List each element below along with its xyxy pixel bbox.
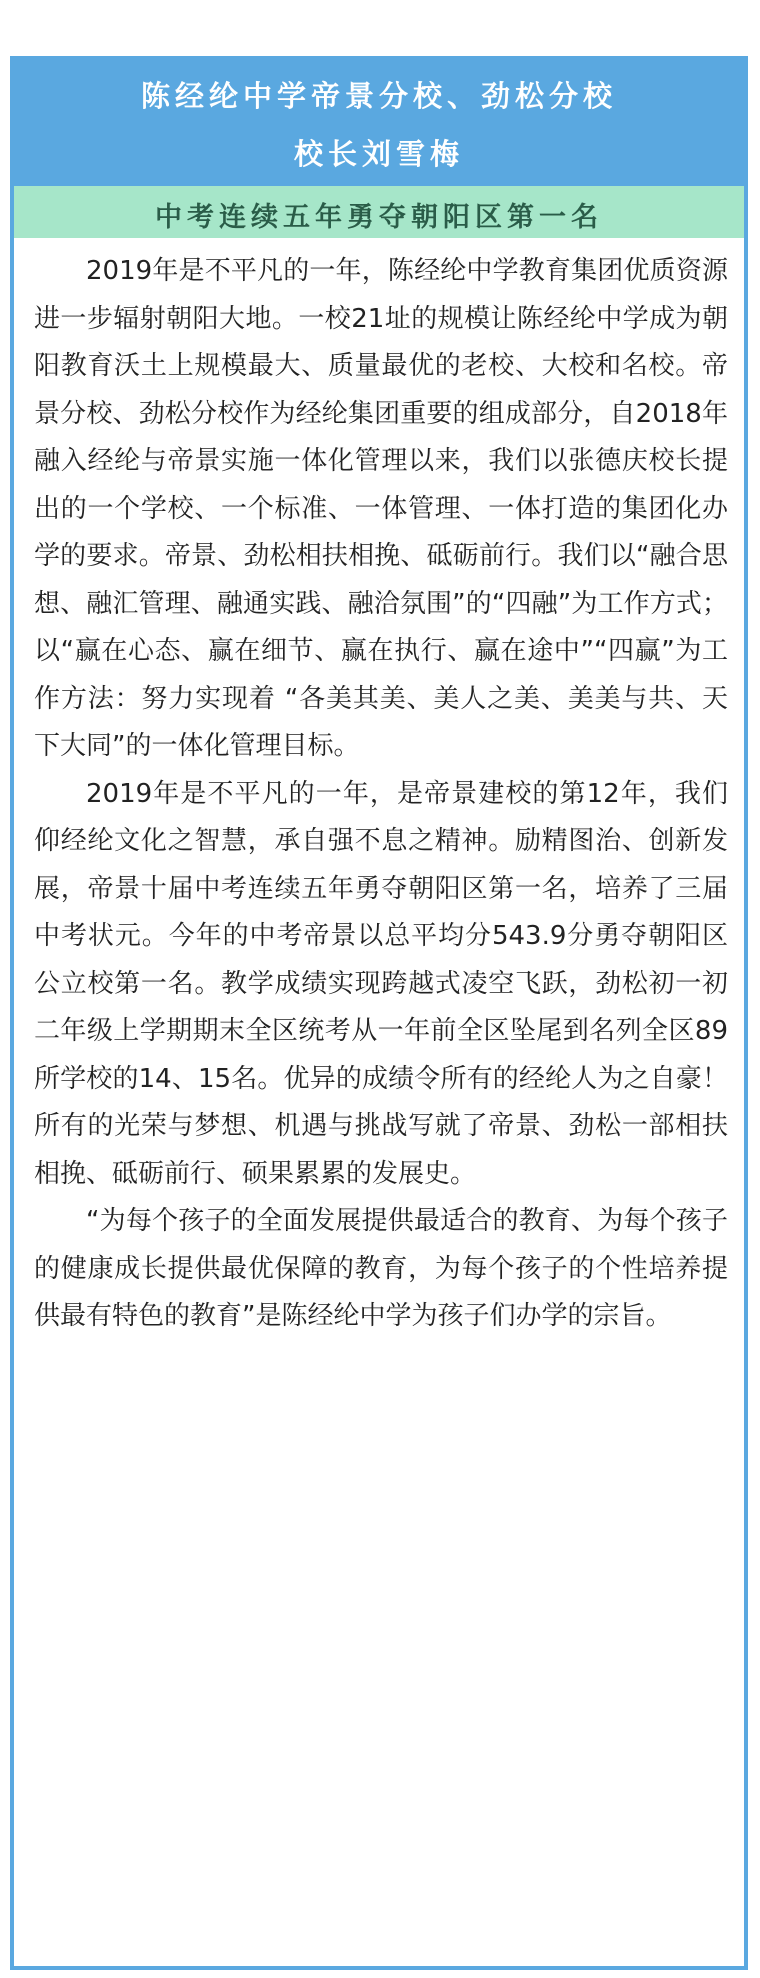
paragraph: 2019年是不平凡的一年，陈经纶中学教育集团优质资源进一步辐射朝阳大地。一校21址的规模让陈经纶中学成为朝阳教育沃土上规模最大、质量最优的老校、大校和名校。帝景分校、劲松分校作为经纶集团重要的组成部分，自2018年融入经纶与帝景实施一体化管理以来，我们以张德庆校长提出的一个学校、一个标准、一体管理、一体打造的集团化办学的要求。帝景、劲松相扶相挽、砥砺前行。我们以“融合思想、融汇管理、融通实践、融洽氛围”的“四融”为工作方式；以“赢在心态、赢在细节、赢在执行、赢在途中”“四赢”为工作方法：努力实现着 “各美其美、美人之美、美美与共、天下大同”的一体化管理目标。 xyxy=(34,256,728,761)
article-body xyxy=(34,248,728,1341)
school-title: 陈经纶中学帝景分校、劲松分校 xyxy=(140,79,617,113)
title-banner xyxy=(14,60,744,186)
paragraph: 2019年是不平凡的一年，是帝景建校的第12年，我们仰经纶文化之智慧，承自强不息之精神。励精图治、创新发展，帝景十届中考连续五年勇夺朝阳区第一名，培养了三届中考状元。今年的中考帝景以总平均分543.9分勇夺朝阳区公立校第一名。教学成绩实现跨越式凌空飞跃，劲松初一初二年级上学期期末全区统考从一年前全区坠尾到名列全区89所学校的14、15名。优异的成绩令所有的经纶人为之自豪！所有的光荣与梦想、机遇与挑战写就了帝景、劲松一部相扶相挽、砥砺前行、硕果累累的发展史。 xyxy=(34,778,728,1189)
subtitle-banner xyxy=(14,186,744,238)
principal-title: 校长刘雪梅 xyxy=(293,137,464,171)
subtitle: 中考连续五年勇夺朝阳区第一名 xyxy=(155,202,603,233)
article-frame xyxy=(10,56,748,1970)
paragraph: “为每个孩子的全面发展提供最适合的教育、为每个孩子的健康成长提供最优保障的教育，为每个孩子的个性培养提供最有特色的教育”是陈经纶中学为孩子们办学的宗旨。 xyxy=(34,1206,728,1331)
